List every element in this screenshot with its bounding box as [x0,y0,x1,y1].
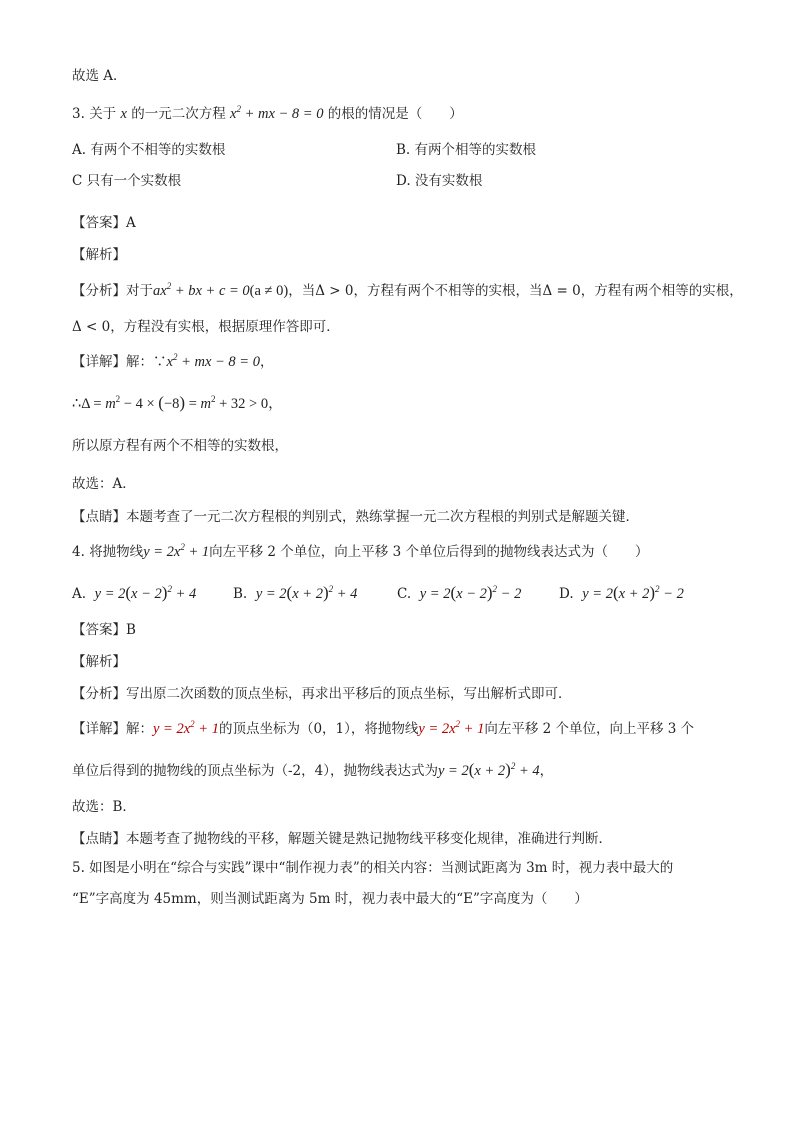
comment: 【点睛】本题考查了一元二次方程根的判别式，熟练掌握一元二次方程根的判别式是解题关键． [72,509,639,525]
option-expression: $y = 2(x - 2)^2 - 2$ [419,583,522,602]
analysis-line-2: Δ < 0，方程没有实根，根据原理作答即可． [72,319,340,335]
option-d [559,583,684,604]
result-expression: $y = 2(x + 2)^2 + 4$ [438,760,540,779]
option-expression: $y = 2(x - 2)^2 + 4$ [94,583,197,602]
option-b: B. 有两个相等的实数根 [396,142,537,158]
general-quadratic: $ax^2$ + bx + c = 0(a ≠ 0) [153,281,289,299]
question-number: 3. [72,106,85,122]
option-b [233,583,357,604]
analysis-label: 【解析】 [72,247,126,263]
detailed-solution [72,719,694,739]
solution-text: 的顶点坐标为（0，1），将抛物线 [218,721,419,737]
option-a: A. 有两个不相等的实数根 [72,142,226,158]
question-number: 4. [72,544,85,560]
analysis-label: 【解析】 [72,654,126,670]
variable-x: x [120,106,127,122]
equation: $y = 2x^2 + 1$ [153,719,219,737]
solution-line-2 [72,760,553,781]
option-c: C 只有一个实数根 [72,173,182,189]
option-c [397,583,521,604]
option-label: A. [72,586,87,602]
answer-choice-line: 故选：B． [72,799,136,815]
option-a [72,583,196,604]
question-4-stem [72,542,648,562]
stem-text: 将抛物线 [89,544,144,560]
punct: ， [259,354,274,370]
discriminant: ∴Δ = $m^2 - 4 \times (-8) = m^2 + 32 > 0$， [72,393,283,412]
option-expression: $y = 2(x + 2)^2 + 4$ [255,583,358,602]
answer-choice-line: 故选 A． [72,68,127,84]
answer-choice-line: 故选：A． [72,476,136,492]
option-label: B. [233,586,248,602]
option-label: C. [397,586,412,602]
answer-label: 【答案】A [72,215,136,231]
solution-text: 向左平移 2 个单位，向上平移 3 个 [484,721,695,737]
stem-text: 的根的情况是（ ） [327,106,463,122]
option-expression: $y = 2(x + 2)^2 - 2$ [582,583,684,602]
detailed-solution [72,352,273,372]
solution-text: 单位后得到的抛物线的顶点坐标为（-2，4），抛物线表达式为 [72,763,438,779]
solution-prefix: 【详解】解： [72,721,153,737]
solution-prefix: 【详解】解：∵ [72,354,167,370]
question-3-stem [72,104,463,124]
analysis-rest: ，当Δ > 0，方程有两个不相等的实根，当Δ = 0，方程有两个相等的实根， [288,283,743,299]
answer-label: 【答案】B [72,622,136,638]
comment: 【点睛】本题考查了抛物线的平移，解题关键是熟记抛物线平移变化规律，准确进行判断． [72,831,612,847]
equation: $y = 2x^2 + 1$ [143,542,210,560]
punct: ， [539,763,554,779]
option-label: D. [559,586,574,602]
equation: $y = 2x^2 + 1$ [418,719,485,737]
analysis-text: 【分析】写出原二次函数的顶点坐标，再求出平移后的顶点坐标，写出解析式即可． [72,686,572,702]
analysis-prefix: 【分析】对于 [72,283,153,299]
analysis-text [72,281,743,301]
discriminant-line [72,393,283,414]
question-5-line-2: “E”字高度为 45mm，则当测试距离为 5m 时，视力表中最大的“E”字高度为（ ） [72,891,588,907]
stem-text: 关于 [89,106,117,122]
question-5-line-1: 5. 如图是小明在“综合与实践”课中“制作视力表”的相关内容：当测试距离为 3m 时，视力表中最大的 [72,860,674,876]
equation: $x^2$ + mx − 8 = 0 [230,104,324,122]
option-d: D. 没有实数根 [396,173,483,189]
stem-text: 的一元二次方程 [131,106,226,122]
equation: $x^2$ + mx − 8 = 0 [166,352,260,370]
conclusion: 所以原方程有两个不相等的实数根， [72,438,288,454]
stem-text: 向左平移 2 个单位，向上平移 3 个单位后得到的抛物线表达式为（ ） [209,544,649,560]
